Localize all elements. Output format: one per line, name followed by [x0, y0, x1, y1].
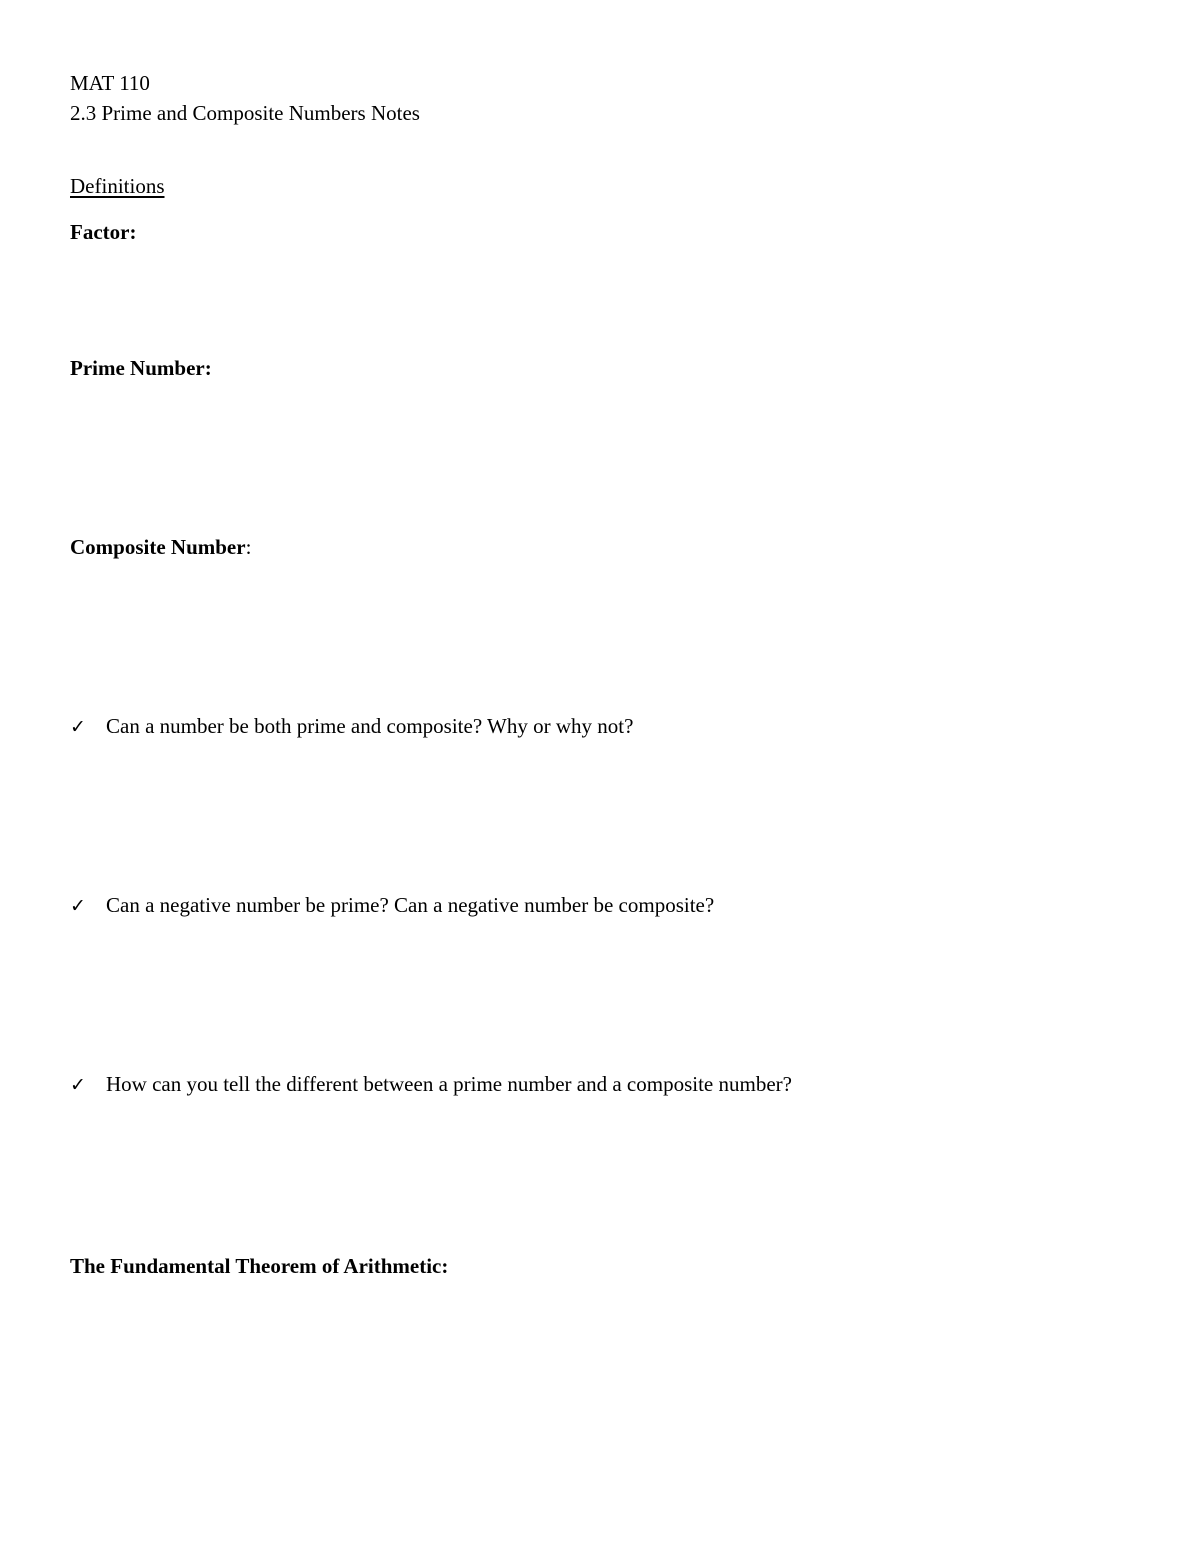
- term-fundamental-theorem: The Fundamental Theorem of Arithmetic:: [70, 1254, 449, 1278]
- question-item: [70, 895, 714, 916]
- checkmark-icon: ✓: [70, 895, 86, 917]
- term-prime-number: Prime Number:: [70, 356, 212, 380]
- checkmark-icon: ✓: [70, 716, 86, 738]
- question-item: [70, 1074, 792, 1095]
- question-text: Can a negative number be prime? Can a negative number be composite?: [106, 893, 715, 917]
- question-text: Can a number be both prime and composite? Why or why not?: [106, 714, 634, 738]
- term-factor: Factor:: [70, 220, 137, 244]
- term-composite-number: [70, 537, 251, 558]
- definitions-heading: Definitions: [70, 174, 165, 198]
- term-composite-colon: :: [245, 535, 252, 559]
- question-text: How can you tell the different between a prime number and a composite number?: [106, 1072, 792, 1096]
- page-title: 2.3 Prime and Composite Numbers Notes: [70, 101, 420, 125]
- term-composite-label: Composite Number: [70, 535, 246, 559]
- checkmark-icon: ✓: [70, 1074, 86, 1096]
- question-item: [70, 716, 633, 737]
- course-code: MAT 110: [70, 71, 150, 95]
